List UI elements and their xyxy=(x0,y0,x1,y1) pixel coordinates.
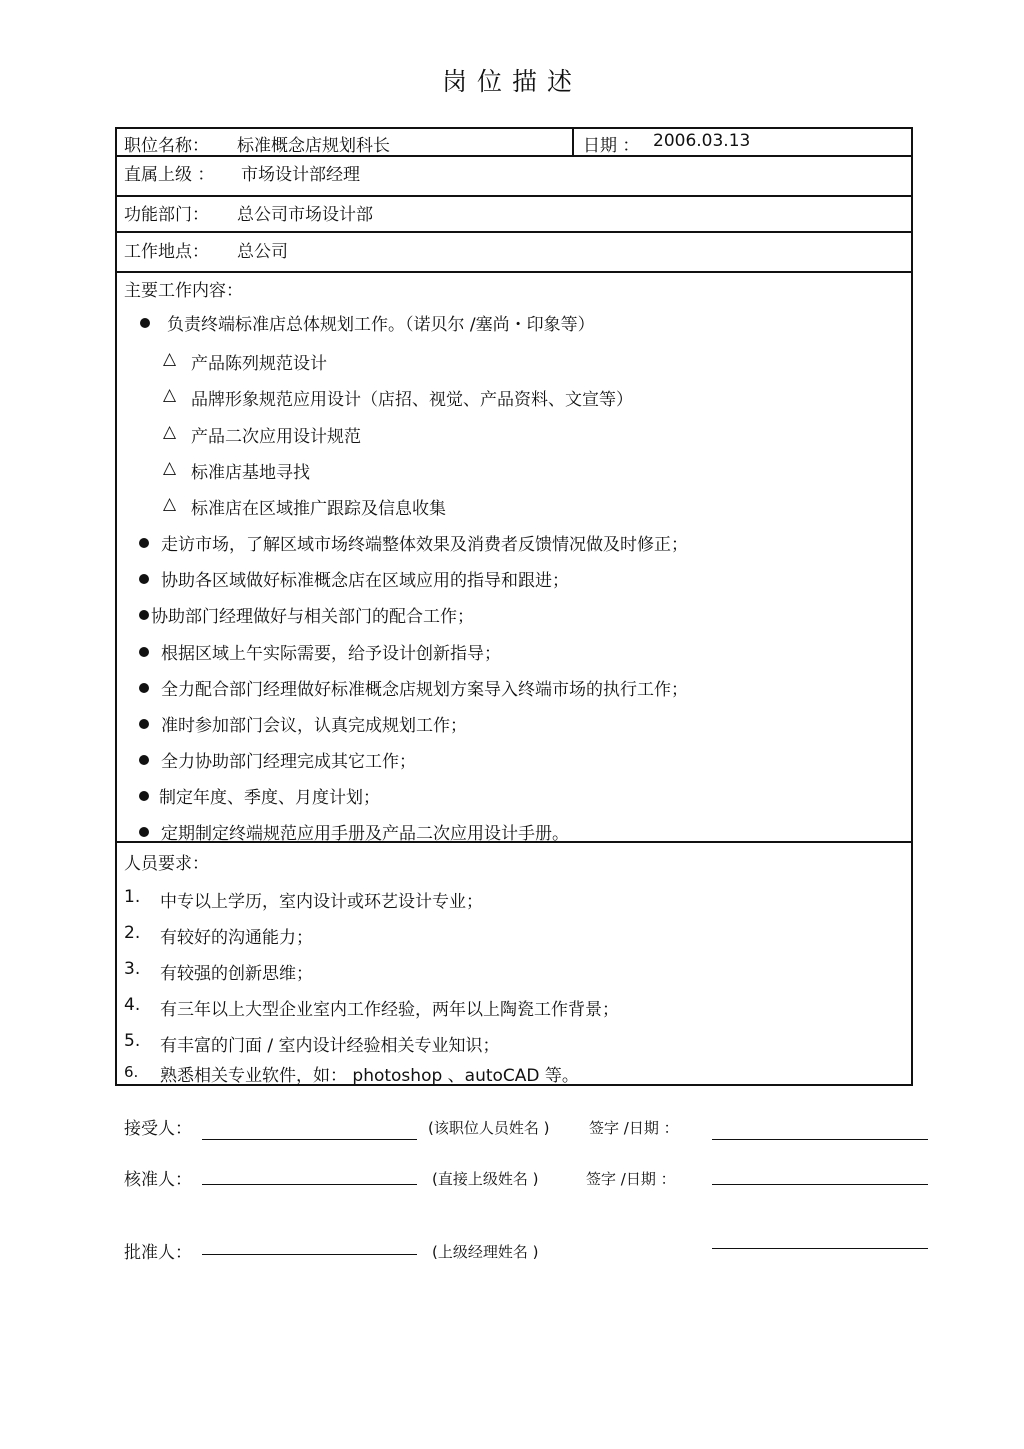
requirement-number: 5. xyxy=(124,1031,141,1051)
requirement-number: 3. xyxy=(124,959,141,979)
requirement-text: 熟悉相关专业软件，如： photoshop 、autoCAD 等。 xyxy=(160,1066,579,1086)
duty-item: 根据区域上午实际需要，给予设计创新指导； xyxy=(161,644,501,664)
receiver-note: (该职位人员姓名 ) xyxy=(428,1119,550,1137)
sign-date-label: 签字 /日期 ： xyxy=(586,1170,676,1188)
ratifier-note: (上级经理姓名 ) xyxy=(432,1243,539,1261)
supervisor-row xyxy=(115,155,913,197)
page-title: 岗位描述 xyxy=(441,67,582,96)
supervisor-value: 市场设计部经理 xyxy=(241,165,360,185)
duty-sub-item: 标准店基地寻找 xyxy=(191,463,310,483)
date-label: 日期 ： xyxy=(583,136,640,156)
requirement-number: 2. xyxy=(124,923,141,943)
approver-sign-date-line[interactable] xyxy=(712,1184,928,1185)
duty-item: 全力配合部门经理做好标准概念店规划方案导入终端市场的执行工作； xyxy=(161,680,688,700)
ratifier-label: 批准人： xyxy=(124,1243,192,1263)
location-row xyxy=(115,231,913,273)
supervisor-label: 直属上级 ： xyxy=(124,165,215,185)
position-value: 标准概念店规划科长 xyxy=(237,136,390,156)
bullet-icon xyxy=(139,791,149,801)
duty-item: 制定年度、季度、月度计划； xyxy=(159,788,380,808)
duty-sub-item: 产品陈列规范设计 xyxy=(191,354,327,374)
approver-sign-row xyxy=(0,1165,1024,1205)
location-value: 总公司 xyxy=(237,242,288,262)
date-divider xyxy=(572,129,574,155)
bullet-icon xyxy=(139,610,149,620)
sign-date-label: 签字 /日期 ： xyxy=(589,1119,679,1137)
triangle-icon: △ xyxy=(163,494,177,514)
approver-note: (直接上级姓名 ) xyxy=(432,1170,539,1188)
bullet-icon xyxy=(139,683,149,693)
duty-sub-item: 标准店在区域推广跟踪及信息收集 xyxy=(191,499,446,519)
duty-sub-item: 品牌形象规范应用设计（店招、视觉、产品资料、文宣等） xyxy=(191,390,633,410)
triangle-icon: △ xyxy=(163,422,177,442)
requirement-number: 4. xyxy=(124,995,141,1015)
position-row xyxy=(115,127,913,157)
receiver-sign-date-line[interactable] xyxy=(712,1139,928,1140)
ratifier-sign-date-line[interactable] xyxy=(712,1248,928,1249)
duty-item: 协助部门经理做好与相关部门的配合工作； xyxy=(151,607,474,627)
receiver-name-line[interactable] xyxy=(202,1139,417,1140)
date-value: 2006.03.13 xyxy=(653,131,751,151)
requirements-section xyxy=(115,841,913,1086)
duty-item: 全力协助部门经理完成其它工作； xyxy=(161,752,416,772)
bullet-icon xyxy=(139,719,149,729)
duty-item: 走访市场，了解区域市场终端整体效果及消费者反馈情况做及时修正； xyxy=(161,535,688,555)
requirement-text: 中专以上学历，室内设计或环艺设计专业； xyxy=(160,892,483,912)
receiver-label: 接受人： xyxy=(124,1119,192,1139)
requirement-text: 有较强的创新思维； xyxy=(160,964,313,984)
triangle-icon: △ xyxy=(163,385,177,405)
triangle-icon: △ xyxy=(163,349,177,369)
duty-item: 协助各区域做好标准概念店在区域应用的指导和跟进； xyxy=(161,571,569,591)
position-label: 职位名称： xyxy=(124,136,209,156)
duty-sub-item: 产品二次应用设计规范 xyxy=(191,427,361,447)
department-row xyxy=(115,195,913,233)
duties-section xyxy=(115,271,913,843)
requirements-heading: 人员要求： xyxy=(124,854,209,874)
requirement-text: 有三年以上大型企业室内工作经验，两年以上陶瓷工作背景； xyxy=(160,1000,619,1020)
department-label: 功能部门： xyxy=(124,205,209,225)
department-value: 总公司市场设计部 xyxy=(237,205,373,225)
requirement-text: 有丰富的门面 / 室内设计经验相关专业知识； xyxy=(160,1036,500,1056)
duty-item: 准时参加部门会议，认真完成规划工作； xyxy=(161,716,467,736)
bullet-icon xyxy=(139,827,149,837)
approver-label: 核准人： xyxy=(124,1170,192,1190)
requirement-number: 6. xyxy=(124,1063,139,1081)
location-label: 工作地点： xyxy=(124,242,209,262)
duty-item: 定期制定终端规范应用手册及产品二次应用设计手册。 xyxy=(161,824,569,844)
bullet-icon xyxy=(139,574,149,584)
requirement-text: 有较好的沟通能力； xyxy=(160,928,313,948)
bullet-icon xyxy=(140,318,150,328)
duties-heading: 主要工作内容： xyxy=(124,281,243,301)
bullet-icon xyxy=(139,755,149,765)
ratifier-sign-row xyxy=(0,1238,1024,1278)
bullet-icon xyxy=(139,647,149,657)
requirement-number: 1. xyxy=(124,887,141,907)
ratifier-name-line[interactable] xyxy=(202,1254,417,1255)
triangle-icon: △ xyxy=(163,458,177,478)
duty-main: 负责终端标准店总体规划工作。（诺贝尔 /塞尚・印象等） xyxy=(167,315,595,335)
receiver-sign-row xyxy=(0,1114,1024,1154)
approver-name-line[interactable] xyxy=(202,1184,417,1185)
bullet-icon xyxy=(139,538,149,548)
